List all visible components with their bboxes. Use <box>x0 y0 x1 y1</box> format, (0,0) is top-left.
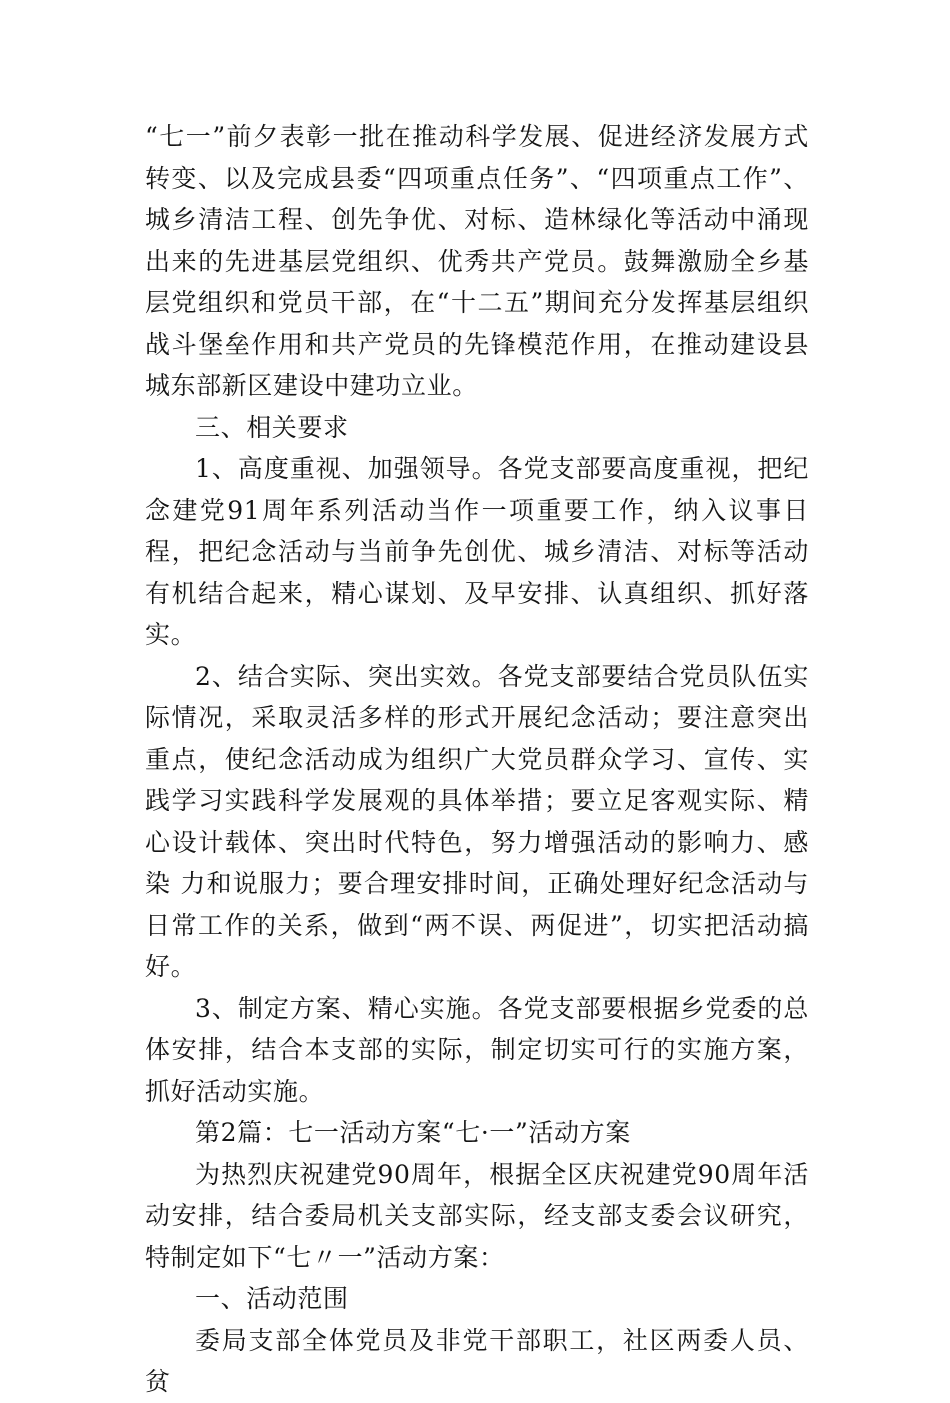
paragraph-scope: 委局支部全体党员及非党干部职工，社区两委人员、贫 <box>145 1325 809 1396</box>
paragraph-requirement-1: 1、高度重视、加强领导。各党支部要高度重视，把纪念建党91周年系列活动当作一项重要工作，纳入议事日程，把纪念活动与当前争先创优、城乡清洁、对标等活动有机结合起来，精心谋划、及早安排、认真组织、抓好落实。 <box>145 454 809 649</box>
paragraph-requirement-2: 2、结合实际、突出实效。各党支部要结合党员队伍实际情况，采取灵活多样的形式开展纪念活动；要注意突出重点，使纪念活动成为组织广大党员群众学习、宣传、实践学习实践科学发展观的具体举措；要立足客观实际、精心设计载体、突出时代特色，努力增强活动的影响力、感染 力和说服力；要合理安排时间，正确处理好纪念活动与日常工作的关系，做到“两不误、两促进”，切实把活动搞好。 <box>145 661 809 981</box>
paragraph-intro-part-2: 为热烈庆祝建党90周年，根据全区庆祝建党90周年活动安排，结合委局机关支部实际，经支部支委会议研究，特制定如下“七〃一”活动方案： <box>145 1159 809 1272</box>
section-heading-scope: 一、活动范围 <box>195 1284 349 1313</box>
paragraph-requirement-3: 3、制定方案、精心实施。各党支部要根据乡党委的总体安排，结合本支部的实际，制定切实可行的实施方案，抓好活动实施。 <box>145 993 809 1106</box>
document-page <box>145 116 809 1403</box>
section-heading-requirements: 三、相关要求 <box>195 412 349 442</box>
paragraph-commendation: “七一”前夕表彰一批在推动科学发展、促进经济发展方式转变、以及完成县委“四项重点任务”、“四项重点工作”、城乡清洁工程、创先争优、对标、造林绿化等活动中涌现出来的先进基层党组织、优秀共产党员。鼓舞激励全乡基层党组织和党员干部，在“十二五”期间充分发挥基层组织战斗堡垒作用和共产党员的先锋模范作用，在推动建设县城东部新区建设中建功立业。 <box>145 122 809 400</box>
article-title-part-2: 第2篇：七一活动方案“七·一”活动方案 <box>195 1118 631 1147</box>
